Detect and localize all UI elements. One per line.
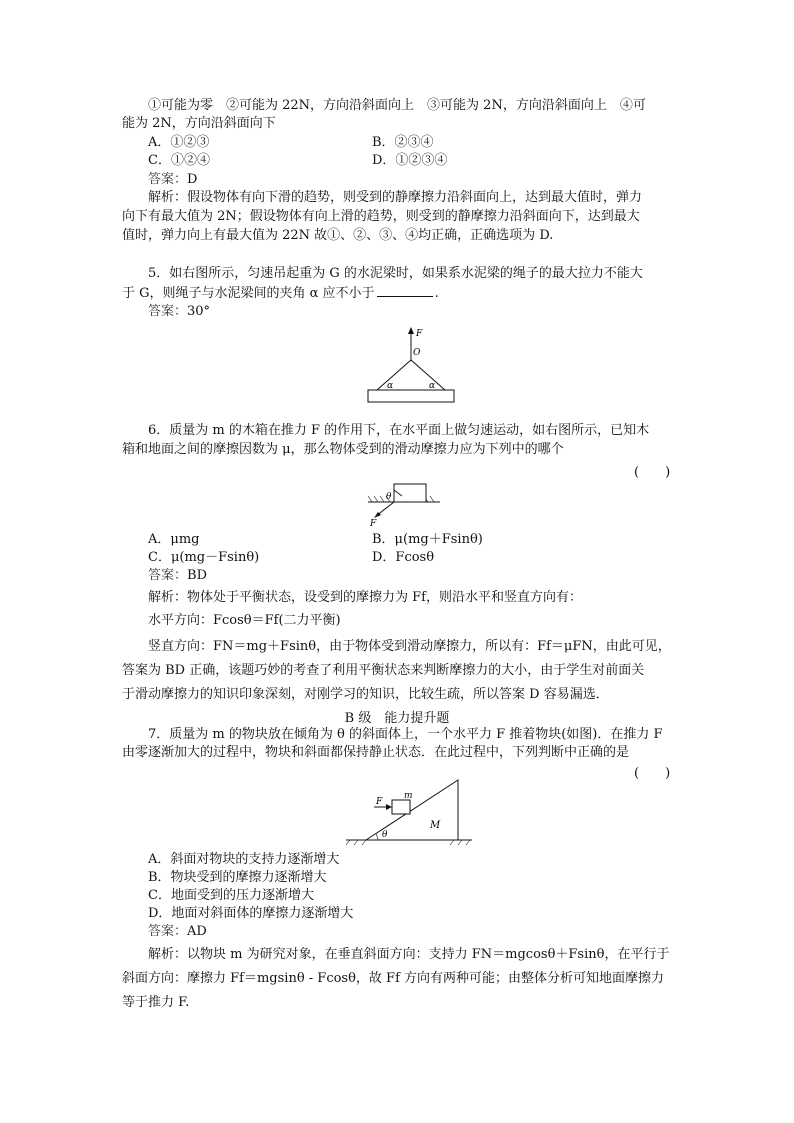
answer-label: 答案： (148, 924, 188, 939)
q7-analysis-line1 (148, 946, 669, 963)
q4-option-d: D．①②③④ (372, 153, 448, 168)
rope-left (377, 360, 411, 390)
fig-label-f: F (370, 519, 377, 529)
q7-incline-figure (344, 776, 474, 846)
section-b-heading: B 级 能力提升题 (344, 711, 450, 726)
q6-analysis-line4: 答案为 BD 正确，该题巧妙的考查了利用平衡状态来判断摩擦力的大小，由于学生对前面关 (122, 663, 645, 678)
q7-analysis-line3: 等于推力 F. (122, 995, 190, 1010)
force-arrow-icon (408, 327, 414, 334)
q7-option-c: C．地面受到的压力逐渐增大 (148, 888, 314, 903)
fig-theta: θ (382, 830, 388, 840)
q4-answer (148, 171, 197, 188)
q4-choices-line1: ①可能为零 ②可能为 22N，方向沿斜面向上 ③可能为 2N，方向沿斜面向上 ④可 (148, 98, 646, 113)
force-arrow-icon (386, 804, 392, 810)
fig-label-big-m: M (430, 820, 441, 831)
q6-option-d: D．Fcosθ (372, 550, 435, 565)
block-m (392, 800, 410, 814)
answer-label: 答案： (148, 172, 188, 187)
q6-analysis-line5: 于滑动摩擦力的知识印象深刻，对刚学习的知识，比较生疏，所以答案 D 容易漏选． (122, 687, 609, 702)
fig-alpha-right: α (429, 381, 436, 391)
fig-alpha-left: α (387, 381, 394, 391)
fig-label-m: m (404, 791, 413, 801)
q6-analysis-line2: 水平方向：Fcosθ＝Ff(二力平衡) (148, 613, 341, 628)
q6-answer (148, 567, 207, 584)
fig-label-f: F (376, 797, 383, 807)
analysis-label: 解析 (148, 590, 175, 605)
answer-value: BD (187, 568, 207, 583)
wooden-box (394, 484, 426, 502)
ground-hatching (346, 840, 470, 845)
q5-line1: 5．如右图所示，匀速吊起重为 G 的水泥梁时，如果系水泥梁的绳子的最大拉力不能大 (148, 266, 643, 281)
q7-line1: 7．质量为 m 的物块放在倾角为 θ 的斜面体上，一个水平力 F 推着物块(如图)．在推力 F (148, 727, 663, 742)
cement-beam (368, 390, 454, 402)
q7-answer-paren: ( ) (634, 766, 671, 781)
q6-box-figure (364, 476, 444, 530)
q4-option-c: C．①②④ (148, 153, 210, 168)
q5-answer (148, 303, 210, 320)
q7-option-d: D．地面对斜面体的摩擦力逐渐增大 (148, 906, 354, 921)
rope-right (411, 360, 445, 390)
q7-option-a: A．斜面对物块的支持力逐渐增大 (148, 852, 340, 867)
q7-answer (148, 923, 207, 940)
q6-analysis-line3: 竖直方向：FN＝mg＋Fsinθ，由于物体受到滑动摩擦力，所以有：Ff＝μFN，由此可见， (148, 639, 671, 654)
answer-value: AD (187, 924, 207, 939)
analysis-label: 解析 (148, 190, 175, 205)
fig-label-f: F (416, 329, 423, 339)
q4-analysis-line3: 值时，弹力向上有最大值为 22N 故①、②、③、④均正确，正确选项为 D. (122, 228, 554, 243)
analysis-label: 解析 (148, 947, 175, 962)
q5-line2-text: 于 G，则绳子与水泥梁间的夹角 α 应不小于 (122, 286, 375, 301)
q7-analysis-line2: 斜面方向：摩擦力 Ff＝mgsinθ - Fcosθ，故 Ff 方向有两种可能；由整体分析可知地面摩擦力 (122, 971, 665, 986)
q4-analysis-line2: 向下有最大值为 2N；假设物体有向上滑的趋势，则受到的静摩擦力沿斜面向下，达到最大 (122, 209, 640, 224)
incline-wedge (366, 780, 458, 840)
q6-answer-paren: ( ) (634, 465, 671, 480)
q4-analysis-line1 (148, 189, 642, 206)
answer-value: 30° (187, 304, 211, 319)
q7-option-b: B．物块受到的摩擦力逐渐增大 (148, 870, 327, 885)
q5-line2-end: . (434, 286, 439, 301)
fill-in-blank (377, 284, 433, 297)
answer-label: 答案： (148, 304, 188, 319)
answer-label: 答案： (148, 568, 188, 583)
q6-line2: 箱和地面之间的摩擦因数为 μ，那么物体受到的滑动摩擦力应为下列中的哪个 (122, 442, 564, 457)
q4-option-b: B．②③④ (372, 135, 434, 150)
analysis-text: ：假设物体有向下滑的趋势，则受到的静摩擦力沿斜面向上，达到最大值时，弹力 (174, 190, 643, 205)
q6-analysis-line1 (148, 589, 582, 606)
q7-line2: 由零逐渐加大的过程中，物块和斜面都保持静止状态．在此过程中，下列判断中正确的是 (122, 745, 630, 760)
q5-line2 (122, 284, 439, 302)
q6-option-b: B．μ(mg＋Fsinθ) (372, 532, 483, 547)
q6-option-c: C．μ(mg－Fsinθ) (148, 550, 260, 565)
analysis-text: ：以物块 m 为研究对象，在垂直斜面方向：支持力 FN＝mgcosθ＋Fsinθ，在平行于 (174, 947, 670, 962)
answer-value: D (187, 172, 198, 187)
fig-label-o: O (413, 348, 421, 358)
q6-option-a: A．μmg (148, 532, 200, 547)
q4-option-a: A．①②③ (148, 135, 210, 150)
q4-choices-line2: 能为 2N，方向沿斜面向下 (122, 116, 276, 131)
fig-theta: θ (386, 492, 392, 502)
q6-line1: 6．质量为 m 的木箱在推力 F 的作用下，在水平面上做匀速运动，如右图所示，已知木 (148, 423, 650, 438)
analysis-text: ：物体处于平衡状态，设受到的摩擦力为 Ff，则沿水平和竖直方向有： (174, 590, 582, 605)
q5-beam-figure (360, 322, 460, 410)
